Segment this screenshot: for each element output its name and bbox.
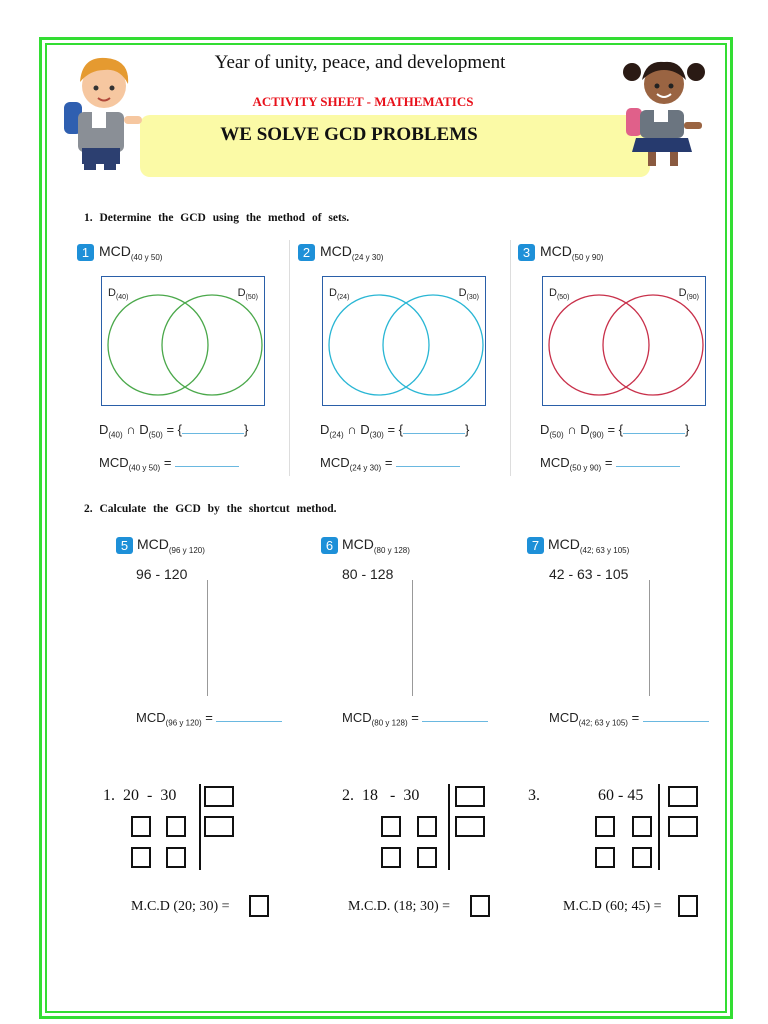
division-numbers: 96 - 120 [136,566,188,582]
exercise-badge: 6 [321,537,338,554]
exercise-badge: 3 [518,244,535,261]
mcd-answer-box[interactable] [678,895,698,917]
venn-circle-right [162,295,262,395]
divisor-box[interactable] [668,786,698,807]
column-separator [289,240,290,476]
quotient-box[interactable] [381,816,401,837]
divisor-box[interactable] [455,816,485,837]
venn-circle-right [383,295,483,395]
exercise-badge: 1 [77,244,94,261]
mcd-heading: $MCD_{(80 y 128)}$ [342,536,410,555]
mcd-answer-label: M.C.D (20; 30) = [131,899,230,914]
mcd-heading: $MCD_{(24 y 30)}$ [320,243,384,262]
mcd-heading: $MCD_{(42; 63 y 105)}$ [548,536,630,555]
exercise-badge: 7 [527,537,544,554]
intersection-answer-blank[interactable] [182,433,244,434]
division-numbers: 80 - 128 [342,566,394,582]
intersection-equation: $D_{(40)}$ ∩ $D_{(50)}$ = { } [99,422,249,440]
column-separator [510,240,511,476]
division-line [412,580,413,696]
venn-diagram[interactable] [101,276,265,406]
intersection-equation: $D_{(24)}$ ∩ $D_{(30)}$ = { } [320,422,470,440]
question-1: 1. Determine the GCD using the method of sets. [84,212,350,224]
set-label-right: $D_{(90)}$ [678,287,699,302]
quotient-box[interactable] [131,847,151,868]
exercise-badge: 2 [298,244,315,261]
question-2: 2. Calculate the GCD by the shortcut method. [84,503,337,515]
mcd-answer-blank[interactable] [422,721,488,722]
division-bar [199,784,201,870]
quotient-box[interactable] [632,816,652,837]
mcd-result-equation: $MCD_{(24 y 30)}$ = [320,455,460,473]
quotient-box[interactable] [595,816,615,837]
divisor-box[interactable] [204,786,234,807]
divisor-box[interactable] [204,816,234,837]
quotient-box[interactable] [381,847,401,868]
quotient-box[interactable] [166,847,186,868]
exercise-numbers: 1. 20 - 30 [103,787,177,804]
quotient-box[interactable] [417,847,437,868]
mcd-heading: $MCD_{(96 y 120)}$ [137,536,205,555]
division-bar [658,784,660,870]
division-line [207,580,208,696]
mcd-answer-blank[interactable] [396,466,460,467]
exercise-numbers-values: 60 - 45 [598,787,644,804]
activity-subtitle: ACTIVITY SHEET - MATHEMATICS [252,94,474,109]
division-line [649,580,650,696]
division-numbers: 42 - 63 - 105 [549,566,629,582]
set-label-left: $D_{(40)}$ [108,287,129,302]
venn-diagram[interactable] [542,276,706,406]
mcd-answer-label: M.C.D (60; 45) = [563,899,662,914]
mcd-result-equation: $MCD_{(50 y 90)}$ = [540,455,680,473]
exercise-numbers: 2. 18 - 30 [342,787,420,804]
girl-illustration [620,52,708,174]
quotient-box[interactable] [595,847,615,868]
mcd-heading: $MCD_{(40 y 50)}$ [99,243,163,262]
venn-circle-right [603,295,703,395]
set-label-right: $D_{(30)}$ [458,287,479,302]
quotient-box[interactable] [166,816,186,837]
mcd-answer-blank[interactable] [216,721,282,722]
mcd-result-equation: $MCD_{(42; 63 y 105)}$ = [549,710,709,728]
mcd-result-equation: $MCD_{(80 y 128)}$ = [342,710,488,728]
exercise-badge: 5 [116,537,133,554]
quotient-box[interactable] [131,816,151,837]
mcd-answer-blank[interactable] [616,466,680,467]
divisor-box[interactable] [668,816,698,837]
divisor-box[interactable] [455,786,485,807]
division-bar [448,784,450,870]
mcd-answer-box[interactable] [470,895,490,917]
intersection-equation: $D_{(50)}$ ∩ $D_{(90)}$ = { } [540,422,690,440]
boy-illustration [60,50,150,172]
mcd-heading: $MCD_{(50 y 90)}$ [540,243,604,262]
venn-circle-left [329,295,429,395]
set-label-right: $D_{(50)}$ [237,287,258,302]
set-label-left: $D_{(24)}$ [329,287,350,302]
quotient-box[interactable] [417,816,437,837]
venn-circle-left [549,295,649,395]
mcd-answer-blank[interactable] [643,721,709,722]
venn-circle-left [108,295,208,395]
intersection-answer-blank[interactable] [403,433,465,434]
banner-title: WE SOLVE GCD PROBLEMS [220,124,478,145]
mcd-answer-label: M.C.D. (18; 30) = [348,899,451,914]
quotient-box[interactable] [632,847,652,868]
exercise-numbers: 3. [528,787,540,804]
mcd-answer-box[interactable] [249,895,269,917]
set-label-left: $D_{(50)}$ [549,287,570,302]
intersection-answer-blank[interactable] [623,433,685,434]
mcd-answer-blank[interactable] [175,466,239,467]
mcd-result-equation: $MCD_{(40 y 50)}$ = [99,455,239,473]
page-title: Year of unity, peace, and development [214,52,506,73]
venn-diagram[interactable] [322,276,486,406]
mcd-result-equation: $MCD_{(96 y 120)}$ = [136,710,282,728]
